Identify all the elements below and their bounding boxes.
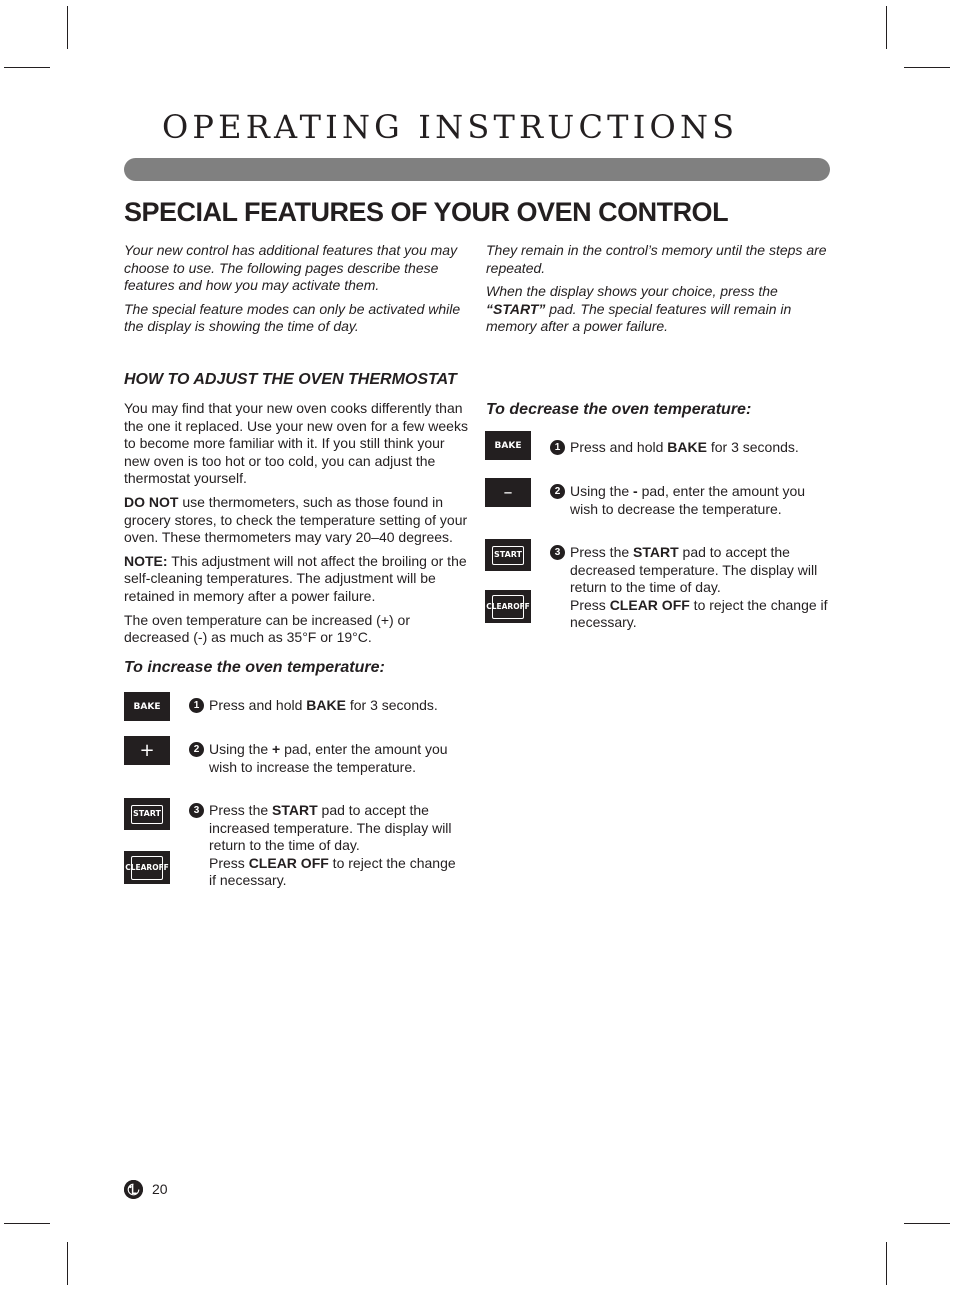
title-bar <box>124 158 830 181</box>
crop-mark <box>4 67 50 68</box>
start-key-icon: START <box>124 798 170 830</box>
intro-paragraph: They remain in the control’s memory until the steps are repeated. <box>486 242 827 276</box>
body-paragraph: NOTE: This adjustment will not affect the broiling or the self-cleaning temperatures. The adjustment will be retained in memory after a power failure. <box>124 552 467 604</box>
body-paragraph: You may find that your new oven cooks differently than the one it replaced. Use your new oven for a few weeks to become more familiar with it. If you still think your new oven is too hot or too cold, you can adjust the thermostat yourself. <box>124 400 468 487</box>
crop-mark <box>886 6 887 49</box>
step-number-badge: 3 <box>550 545 565 560</box>
crop-mark <box>67 1242 68 1285</box>
body-paragraph: The oven temperature can be increased (+) or decreased (-) as much as 35°F or 19°C. <box>124 611 410 646</box>
clear-off-key-icon: CLEAR OFF <box>485 590 531 623</box>
crop-mark <box>67 6 68 49</box>
increase-heading: To increase the oven temperature: <box>124 659 385 676</box>
thermostat-body <box>124 400 470 647</box>
step-number-badge: 1 <box>189 698 204 713</box>
step-number-badge: 3 <box>189 803 204 818</box>
start-key-icon: START <box>485 539 531 571</box>
intro-paragraph: When the display shows your choice, press the “START” pad. The special features will remain in memory after a power failure. <box>486 283 792 334</box>
step-number-badge: 2 <box>550 484 565 499</box>
decrease-heading: To decrease the oven temperature: <box>486 401 752 418</box>
intro-paragraph: Your new control has additional features that you may choose to use. The following pages describe these features and how you may activate them. <box>124 242 458 293</box>
lg-logo-icon <box>124 1180 143 1199</box>
intro-right <box>486 242 832 336</box>
minus-key-icon: – <box>485 478 531 507</box>
crop-mark <box>904 1223 950 1224</box>
body-paragraph: DO NOT use thermometers, such as those found in grocery stores, to check the temperature setting of your oven. These thermometers may vary 20–40 degrees. <box>124 493 468 546</box>
crop-mark <box>4 1223 50 1224</box>
section-title: OPERATING INSTRUCTIONS <box>162 108 739 146</box>
bake-key-icon: BAKE <box>485 431 531 460</box>
intro-left <box>124 242 464 336</box>
crop-mark <box>886 1242 887 1285</box>
crop-mark <box>904 67 950 68</box>
page-number: 20 <box>152 1181 168 1197</box>
step-number-badge: 1 <box>550 440 565 455</box>
clear-off-key-icon: CLEAR OFF <box>124 851 170 884</box>
bake-key-icon: BAKE <box>124 692 170 721</box>
intro-paragraph: The special feature modes can only be activated while the display is showing the time of day. <box>124 300 461 334</box>
page-title: SPECIAL FEATURES OF YOUR OVEN CONTROL <box>124 197 729 227</box>
thermostat-heading: HOW TO ADJUST THE OVEN THERMOSTAT <box>124 371 457 388</box>
step-number-badge: 2 <box>189 742 204 757</box>
plus-key-icon: + <box>124 736 170 765</box>
